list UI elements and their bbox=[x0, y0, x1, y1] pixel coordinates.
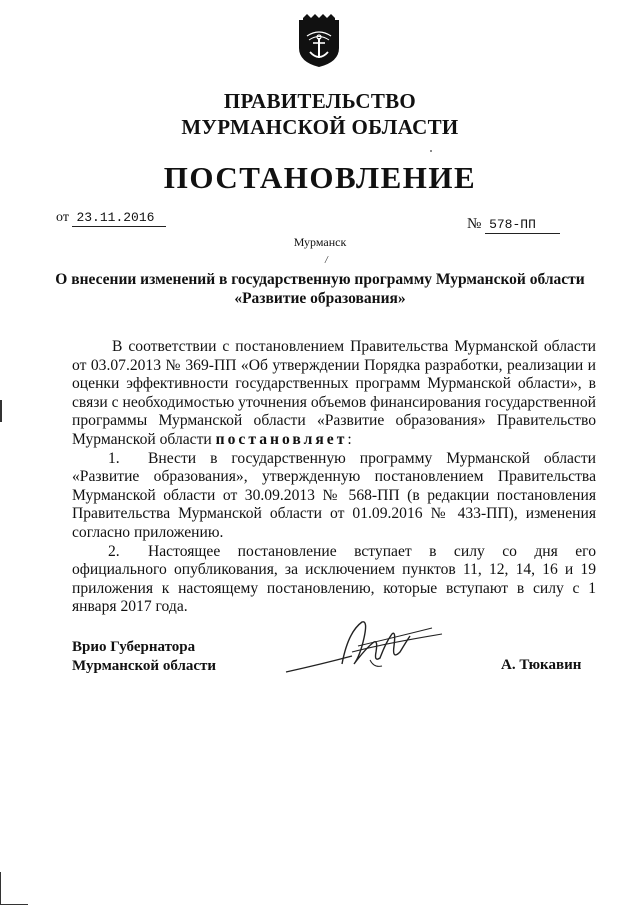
tick-mark: / bbox=[325, 255, 328, 266]
number-prefix: № bbox=[467, 216, 482, 232]
city-name: Мурманск bbox=[293, 235, 347, 249]
number-line bbox=[467, 216, 560, 234]
government-title-line2: МУРМАНСКОЙ ОБЛАСТИ bbox=[181, 115, 459, 139]
document-date: 23.11.2016 bbox=[72, 210, 166, 227]
intro-paragraph bbox=[72, 338, 596, 450]
coat-of-arms-icon bbox=[297, 14, 341, 68]
document-type-title: ПОСТАНОВЛЕНИЕ bbox=[163, 160, 477, 195]
document-body bbox=[72, 338, 596, 617]
decree-word: постановляет bbox=[215, 430, 348, 448]
item-1-number: 1. bbox=[108, 449, 120, 467]
government-title-line1: ПРАВИТЕЛЬСТВО bbox=[223, 89, 417, 113]
handwritten-signature bbox=[282, 612, 452, 680]
item-1 bbox=[72, 450, 596, 543]
signatory-position bbox=[72, 638, 216, 676]
date-line bbox=[56, 210, 166, 227]
date-prefix: от bbox=[56, 210, 69, 225]
document-subject bbox=[40, 270, 600, 308]
subject-line1: О внесении изменений в государственную программу Мурманской области bbox=[55, 271, 585, 288]
item-2 bbox=[72, 543, 596, 617]
margin-mark bbox=[0, 400, 2, 422]
position-line1: Врио Губернатора bbox=[72, 639, 196, 655]
item-2-number: 2. bbox=[108, 542, 120, 560]
intro-text: В соответствии с постановлением Правительства Мурманской области от 03.07.2013 № 369-ПП «Об утверждении Порядка разработки, реализации и оценки эффективности государственных программ Мурманской области», в связи с необходимостью уточнения объемов финансирования государственной программы Мурманской области «Развитие образования» Правительство Мурманской области bbox=[72, 338, 596, 448]
scan-dot bbox=[430, 150, 432, 152]
item-1-text: Внести в государственную программу Мурманской области «Развитие образования», утвержденную постановлением Правительства Мурманской области от 30.09.2013 № 568-ПП (в редакции постановления Правительства Мурманской области от 01.09.2016 № 433-ПП), изменения согласно приложению. bbox=[72, 449, 596, 541]
subject-line2: «Развитие образования» bbox=[234, 290, 406, 307]
intro-colon: : bbox=[347, 430, 352, 448]
item-2-text: Настоящее постановление вступает в силу со дня его официального опубликования, за исключением пунктов 11, 12, 14, 16 и 19 приложения к настоящему постановлению, которые вступают в силу с 1 января 2017 года. bbox=[72, 542, 596, 616]
scan-corner-mark bbox=[0, 872, 30, 905]
signatory-name: А. Тюкавин bbox=[501, 657, 582, 673]
position-line2: Мурманской области bbox=[72, 658, 217, 674]
document-number: 578-ПП bbox=[485, 217, 560, 234]
